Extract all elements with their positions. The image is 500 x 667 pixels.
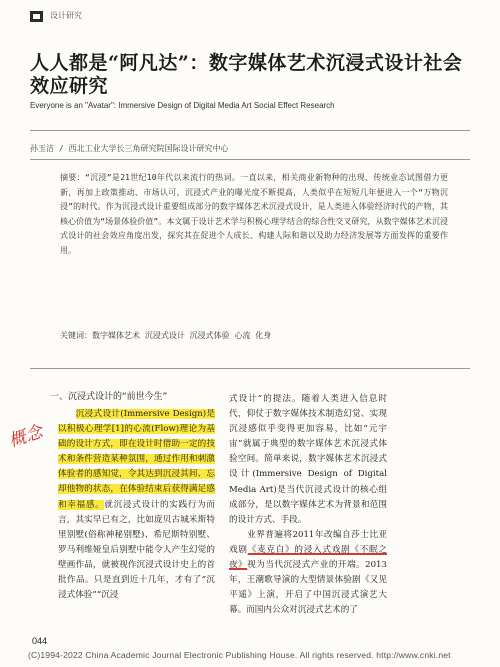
divider-abstract (30, 368, 470, 369)
right-paragraph-2-start: 业界普遍将2011年改编自莎士比亚戏剧 (229, 529, 387, 555)
header-section: 设计研究 (50, 11, 82, 20)
keywords-label: 关键词： (60, 331, 92, 340)
abstract (60, 171, 448, 258)
keywords (60, 330, 271, 341)
abstract-text: “沉浸”是21世纪10年代以来流行的热词。一直以来，相关商业新物种的出现、传统业态试图借力更新，再加上政策推动、市场认可，沉浸式产业的曝光度不断提高，人类似乎在短短几年便进入一个“万物沉浸”的时代。作为沉浸式设计重要组成部分的数字媒体艺术沉浸式设计，是人类进入体验经济时代的产物，其核心价值为“场景体验价值”。本文属于设计艺术学与积极心理学结合的综合性交叉研究，从数字媒体艺术沉浸式设计的社会效应角度出发，探究其在促进个人成长、构建人际和谐以及助力经济发展等方面发挥的重要作用。 (60, 173, 448, 255)
page-number: 044 (32, 636, 48, 646)
right-paragraph-1: 式设计”的提法。随着人类进入信息时代，仰仗于数字媒体技术制造幻觉、实现沉浸感似乎变得更加容易，比如“元宇宙”就属于典型的数字媒体艺术沉浸式体验空间。简单来说，数字媒体艺术沉浸式设计(Immersive Design of Digital Media Art)是当代沉浸式设计的核心组成部分，是以数字媒体艺术为背景和范围的设计方式、手段。 (229, 394, 387, 525)
body-left-column (58, 407, 215, 603)
body-right-column (229, 392, 387, 618)
author-line: 孙玉洁 / 西北工业大学长三角研究院国际设计研究中心 (30, 144, 229, 153)
section-heading: 一、沉浸式设计的“前世今生” (50, 392, 168, 402)
divider-author (30, 159, 470, 160)
journal-logo-icon (30, 11, 43, 22)
article-title-english: Everyone is an "Avatar": Immersive Design of Digital Media Art Social Effect Research (30, 101, 335, 110)
underlined-phrase: 《麦克白》的浸入式戏剧《不眠之夜》 (229, 544, 387, 571)
abstract-label: 摘要： (60, 173, 85, 182)
article-title: 人人都是“阿凡达”：数字媒体艺术沉浸式设计社会效应研究 (30, 52, 463, 97)
right-paragraph-2-end: 视为当代沉浸式产业的开端。2013年，王潮歌导演的大型情景体验剧《又见平遥》上演，开启了中国沉浸式演艺大幕。而国内公众对沉浸式艺术的了 (229, 560, 387, 616)
keywords-text: 数字媒体艺术 沉浸式设计 沉浸式体验 心流 化身 (92, 331, 272, 340)
divider-top (30, 130, 470, 131)
highlighted-definition: 沉浸式设计(Immersive Design)是以积极心理学[1]的心流(Flow)理论为基础的设计方式，即在设计时借助一定的技术和条件营造某种氛围，通过作用和刺激体验者的感知觉，令其达到沉浸其间、忘却他物的状态，在体验结束后获得满足感和幸福感。 (58, 409, 215, 510)
handwritten-annotation: 概念 (6, 422, 46, 452)
left-body-text: 就沉浸式设计的实践行为而言，其实早已有之，比如庞贝古城米斯特里别墅(俗称神秘别墅)、希尼斯特别墅、罗马利维娅皇后别墅中能令人产生幻觉的壁画作品，就被视作沉浸式设计史上的首批作品。只是直到近十几年，才有了“沉浸式体验”“沉浸 (58, 499, 215, 601)
copyright-footer: (C)1994-2022 China Academic Journal Electronic Publishing House. All rights reserved. http://www.cnki.net (28, 650, 451, 660)
